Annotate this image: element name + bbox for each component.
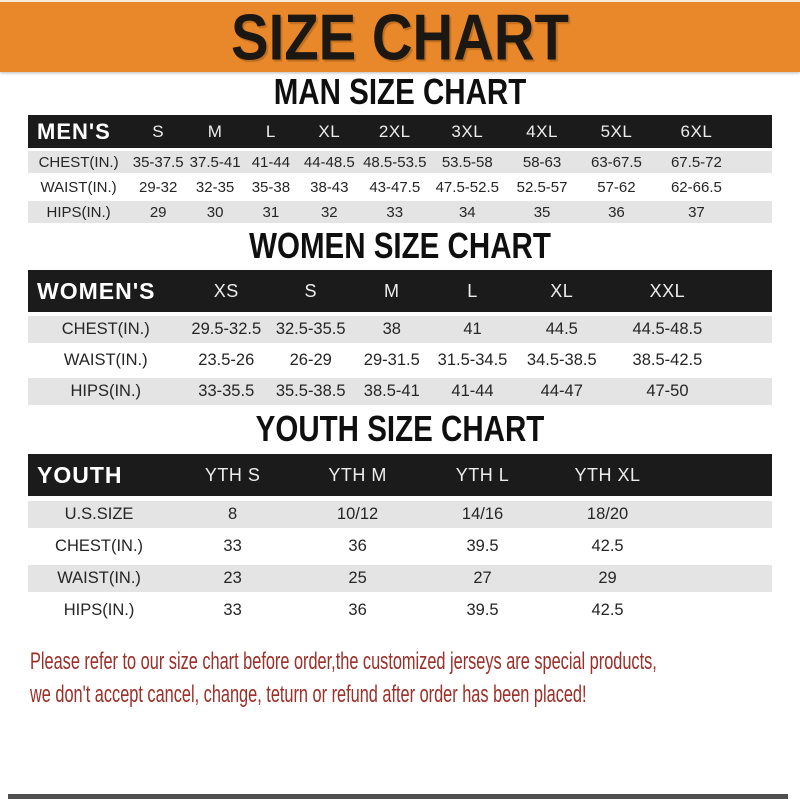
size-value-cell: 43-47.5	[360, 176, 430, 198]
size-table-row	[28, 597, 772, 624]
size-value-cell: 48.5-53.5	[360, 151, 430, 173]
size-table-row	[28, 565, 772, 592]
size-table-row	[28, 151, 772, 173]
youth-section-heading: YOUTH SIZE CHART	[255, 408, 545, 449]
size-column-header: 2XL	[360, 115, 430, 148]
size-value-cell: 34	[430, 201, 505, 223]
size-value-cell: 33	[170, 533, 295, 560]
size-value-cell: 42.5	[545, 597, 670, 624]
size-value-cell: 53.5-58	[430, 151, 505, 173]
row-filler-cell	[670, 501, 772, 528]
size-table-header-row	[28, 270, 772, 312]
row-filler-cell	[739, 151, 772, 173]
size-value-cell: 32	[299, 201, 360, 223]
men-section-heading: MAN SIZE CHART	[273, 71, 527, 112]
size-value-cell: 39.5	[420, 597, 545, 624]
men-section	[0, 72, 800, 226]
size-table-row	[28, 316, 772, 343]
size-value-cell: 35-37.5	[129, 151, 187, 173]
size-value-cell: 27	[420, 565, 545, 592]
women-section-heading: WOMEN SIZE CHART	[249, 225, 551, 266]
size-value-cell: 62-66.5	[654, 176, 740, 198]
size-column-header: 4XL	[505, 115, 579, 148]
disclaimer-footer	[30, 645, 800, 711]
size-value-cell: 42.5	[545, 533, 670, 560]
size-value-cell: 58-63	[505, 151, 579, 173]
size-column-header: YTH M	[295, 454, 420, 496]
size-table-row	[28, 347, 772, 374]
size-table-row	[28, 176, 772, 198]
size-value-cell: 35	[505, 201, 579, 223]
row-label: WAIST(IN.)	[28, 347, 184, 374]
size-value-cell: 36	[295, 597, 420, 624]
size-table-row	[28, 378, 772, 405]
size-value-cell: 33	[170, 597, 295, 624]
row-label: CHEST(IN.)	[28, 316, 184, 343]
table-corner-label: MEN'S	[28, 115, 129, 148]
row-filler-cell	[725, 347, 772, 374]
size-value-cell: 29	[545, 565, 670, 592]
size-value-cell: 41-44	[243, 151, 299, 173]
size-column-header: 3XL	[430, 115, 505, 148]
size-value-cell: 33-35.5	[184, 378, 270, 405]
row-label: CHEST(IN.)	[28, 151, 129, 173]
size-column-header: L	[243, 115, 299, 148]
size-column-header: 6XL	[654, 115, 740, 148]
header-filler-cell	[725, 270, 772, 312]
size-value-cell: 25	[295, 565, 420, 592]
size-value-cell: 29.5-32.5	[184, 316, 270, 343]
size-value-cell: 29	[129, 201, 187, 223]
size-value-cell: 8	[170, 501, 295, 528]
size-value-cell: 37	[654, 201, 740, 223]
size-value-cell: 35.5-38.5	[269, 378, 352, 405]
size-table-row	[28, 501, 772, 528]
size-value-cell: 38	[352, 316, 431, 343]
size-value-cell: 47-50	[610, 378, 725, 405]
size-value-cell: 29-32	[129, 176, 187, 198]
size-value-cell: 37.5-41	[187, 151, 243, 173]
row-label: WAIST(IN.)	[28, 565, 170, 592]
size-value-cell: 23.5-26	[184, 347, 270, 374]
row-label: HIPS(IN.)	[28, 201, 129, 223]
size-value-cell: 41-44	[431, 378, 514, 405]
youth-size-table	[28, 449, 772, 629]
size-value-cell: 41	[431, 316, 514, 343]
size-column-header: L	[431, 270, 514, 312]
size-value-cell: 36	[295, 533, 420, 560]
size-column-header: XS	[184, 270, 270, 312]
row-filler-cell	[739, 176, 772, 198]
size-column-header: S	[269, 270, 352, 312]
row-label: CHEST(IN.)	[28, 533, 170, 560]
size-table-row	[28, 201, 772, 223]
page-title: SIZE CHART	[231, 0, 569, 74]
size-value-cell: 38.5-41	[352, 378, 431, 405]
size-value-cell: 32.5-35.5	[269, 316, 352, 343]
size-table-row	[28, 533, 772, 560]
size-column-header: 5XL	[579, 115, 653, 148]
disclaimer-line-1: Please refer to our size chart before order,the customized jerseys are special products,	[30, 648, 657, 675]
size-value-cell: 47.5-52.5	[430, 176, 505, 198]
size-column-header: M	[187, 115, 243, 148]
size-column-header: S	[129, 115, 187, 148]
size-value-cell: 32-35	[187, 176, 243, 198]
men-size-table	[28, 112, 772, 226]
row-filler-cell	[670, 565, 772, 592]
size-value-cell: 34.5-38.5	[514, 347, 610, 374]
size-column-header: XL	[299, 115, 360, 148]
row-filler-cell	[670, 533, 772, 560]
size-column-header: XXL	[610, 270, 725, 312]
size-column-header: YTH S	[170, 454, 295, 496]
table-corner-label: WOMEN'S	[28, 270, 184, 312]
size-value-cell: 63-67.5	[579, 151, 653, 173]
size-table-header-row	[28, 115, 772, 148]
size-value-cell: 23	[170, 565, 295, 592]
size-value-cell: 44.5	[514, 316, 610, 343]
size-value-cell: 67.5-72	[654, 151, 740, 173]
size-column-header: YTH XL	[545, 454, 670, 496]
size-value-cell: 57-62	[579, 176, 653, 198]
women-size-table	[28, 266, 772, 409]
size-value-cell: 18/20	[545, 501, 670, 528]
row-label: WAIST(IN.)	[28, 176, 129, 198]
size-value-cell: 35-38	[243, 176, 299, 198]
size-column-header: M	[352, 270, 431, 312]
size-value-cell: 31	[243, 201, 299, 223]
size-value-cell: 44.5-48.5	[610, 316, 725, 343]
disclaimer-line-2: we don't accept cancel, change, teturn or refund after order has been placed!	[30, 681, 587, 708]
size-value-cell: 38.5-42.5	[610, 347, 725, 374]
bottom-edge-bar	[8, 794, 788, 799]
table-corner-label: YOUTH	[28, 454, 170, 496]
size-value-cell: 30	[187, 201, 243, 223]
size-value-cell: 39.5	[420, 533, 545, 560]
row-filler-cell	[670, 597, 772, 624]
header-filler-cell	[670, 454, 772, 496]
size-column-header: XL	[514, 270, 610, 312]
row-filler-cell	[739, 201, 772, 223]
size-value-cell: 29-31.5	[352, 347, 431, 374]
row-filler-cell	[725, 378, 772, 405]
size-value-cell: 38-43	[299, 176, 360, 198]
row-label: HIPS(IN.)	[28, 378, 184, 405]
row-label: HIPS(IN.)	[28, 597, 170, 624]
size-value-cell: 26-29	[269, 347, 352, 374]
size-value-cell: 10/12	[295, 501, 420, 528]
size-value-cell: 31.5-34.5	[431, 347, 514, 374]
youth-section	[0, 409, 800, 629]
row-label: U.S.SIZE	[28, 501, 170, 528]
size-value-cell: 14/16	[420, 501, 545, 528]
size-column-header: YTH L	[420, 454, 545, 496]
size-value-cell: 44-48.5	[299, 151, 360, 173]
size-value-cell: 33	[360, 201, 430, 223]
row-filler-cell	[725, 316, 772, 343]
women-section	[0, 226, 800, 409]
size-value-cell: 36	[579, 201, 653, 223]
size-table-header-row	[28, 454, 772, 496]
size-value-cell: 52.5-57	[505, 176, 579, 198]
size-value-cell: 44-47	[514, 378, 610, 405]
header-filler-cell	[739, 115, 772, 148]
title-banner	[0, 0, 800, 72]
